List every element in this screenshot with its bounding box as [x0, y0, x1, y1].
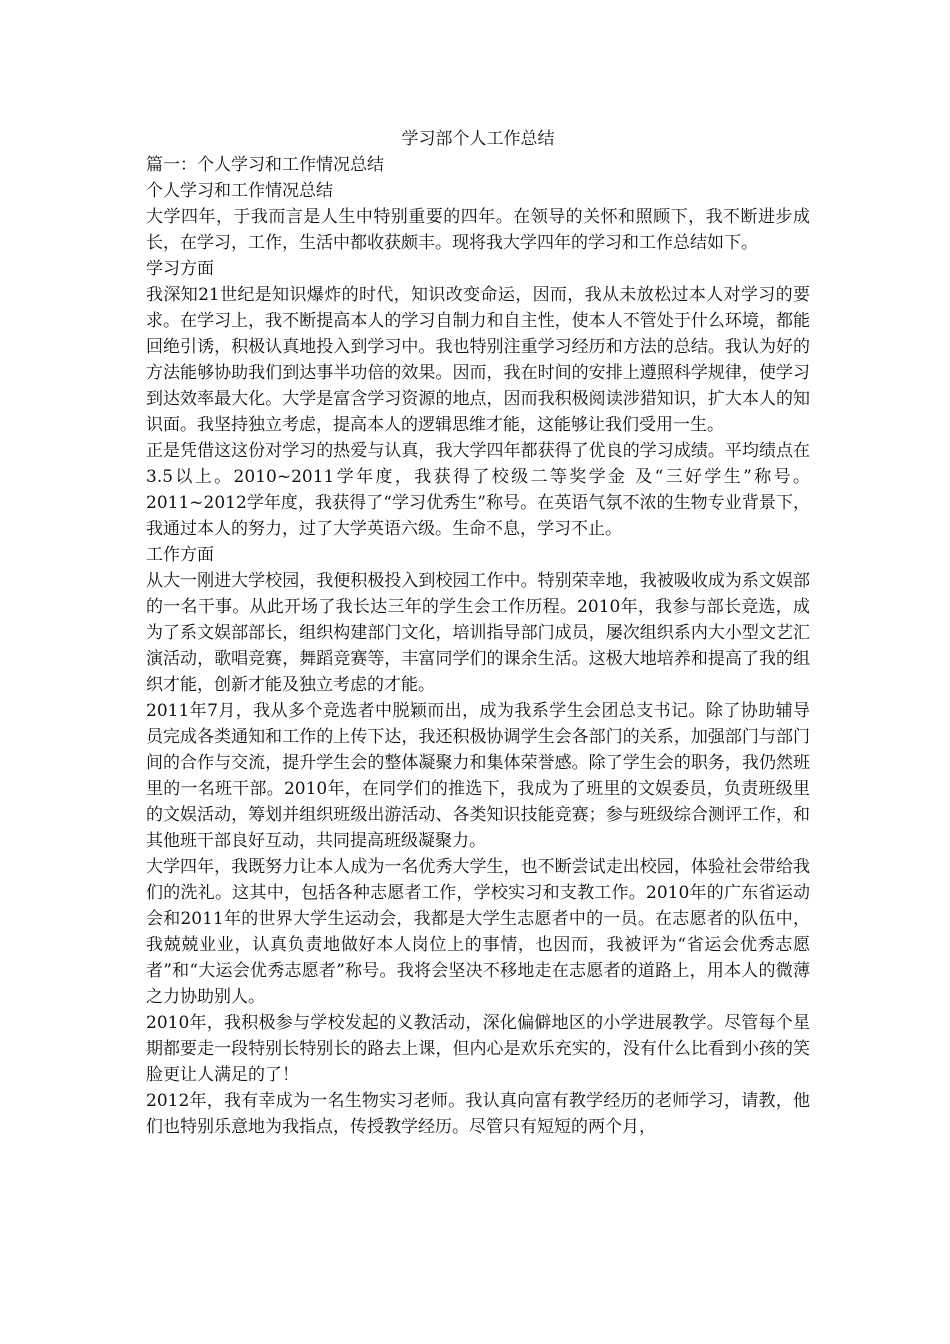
- paragraph-intro: 大学四年，于我而言是人生中特别重要的四年。在领导的关怀和照顾下，我不断进步成长，在学习，工作，生活中都收获颇丰。现将我大学四年的学习和工作总结如下。: [146, 207, 810, 253]
- paragraph-volunteer: 大学四年，我既努力让本人成为一名优秀大学生，也不断尝试走出校园，体验社会带给我们的洗礼。这其中，包括各种志愿者工作，学校实习和支教工作。2010年的广东省运动会和2011年的世界大学生运动会，我都是大学生志愿者中的一员。在志愿者的队伍中，我兢兢业业，认真负责地做好本人岗位上的事情，也因而，我被评为“省运会优秀志愿者”和“大运会优秀志愿者”称号。我将会坚决不移地走在志愿者的道路上，用本人的微薄之力协助别人。: [146, 857, 810, 1007]
- paragraph-study-method: 我深知21世纪是知识爆炸的时代，知识改变命运，因而，我从未放松过本人对学习的要求。在学习上，我不断提高本人的学习自制力和自主性，使本人不管处于什么环境，都能回绝引诱，积极认真地投入到学习中。我也特别注重学习经历和方法的总结。我认为好的方法能够协助我们到达事半功倍的效果。因而，我在时间的安排上遵照科学规律，使学习到达效率最大化。大学是富含学习资源的地点，因而我积极阅读涉猎知识，扩大本人的知识面。我坚持独立考虑，提高本人的逻辑思维才能，这能够让我们受用一生。: [146, 285, 810, 435]
- paragraph-internship: 2012年，我有幸成为一名生物实习老师。我认真向富有教学经历的老师学习，请教，他们也特别乐意地为我指点，传授教学经历。尽管只有短短的两个月，: [146, 1091, 810, 1137]
- subtitle-summary: 个人学习和工作情况总结: [146, 181, 333, 201]
- subtitle-article-one: 篇一：个人学习和工作情况总结: [146, 155, 384, 175]
- paragraph-work-union: 从大一刚进大学校园，我便积极投入到校园工作中。特别荣幸地，我被吸收成为系文娱部的一名干事。从此开场了我长达三年的学生会工作历程。2010年，我参与部长竞选，成为了系文娱部部长，组织构建部门文化，培训指导部门成员，屡次组织系内大小型文艺汇演活动，歌唱竞赛，舞蹈竞赛等，丰富同学们的课余生活。这极大地培养和提高了我的组织才能，创新才能及独立考虑的才能。: [146, 571, 810, 695]
- document-title: 学习部个人工作总结: [401, 129, 555, 149]
- document-page: [146, 126, 810, 1140]
- section-heading-study: 学习方面: [146, 259, 214, 279]
- paragraph-work-secretary: 2011年7月，我从多个竞选者中脱颖而出，成为我系学生会团总支书记。除了协助辅导员完成各类通知和工作的上传下达，我还积极协调学生会各部门的关系，加强部门与部门间的合作与交流，提升学生会的整体凝聚力和集体荣誉感。除了学生会的职务，我仍然班里的一名班干部。2010年，在同学们的推选下，我成为了班里的文娱委员，负责班级里的文娱活动，筹划并组织班级出游活动、各类知识技能竞赛；参与班级综合测评工作，和其他班干部良好互动，共同提高班级凝聚力。: [146, 701, 810, 851]
- section-heading-work: 工作方面: [146, 545, 214, 565]
- paragraph-study-results: 正是凭借这这份对学习的热爱与认真，我大学四年都获得了优良的学习成绩。平均绩点在3.5以上。2010~2011学年度，我获得了校级二等奖学金 及“三好学生”称号。2011~2012学年度，我获得了“学习优秀生”称号。在英语气氛不浓的生物专业背景下，我通过本人的努力，过了大学英语六级。生命不息，学习不止。: [146, 441, 810, 539]
- paragraph-teaching-volunteer: 2010年，我积极参与学校发起的义教活动，深化偏僻地区的小学进展教学。尽管每个星期都要走一段特别长特别长的路去上课，但内心是欢乐充实的，没有什么比看到小孩的笑脸更让人满足的了！: [146, 1013, 810, 1085]
